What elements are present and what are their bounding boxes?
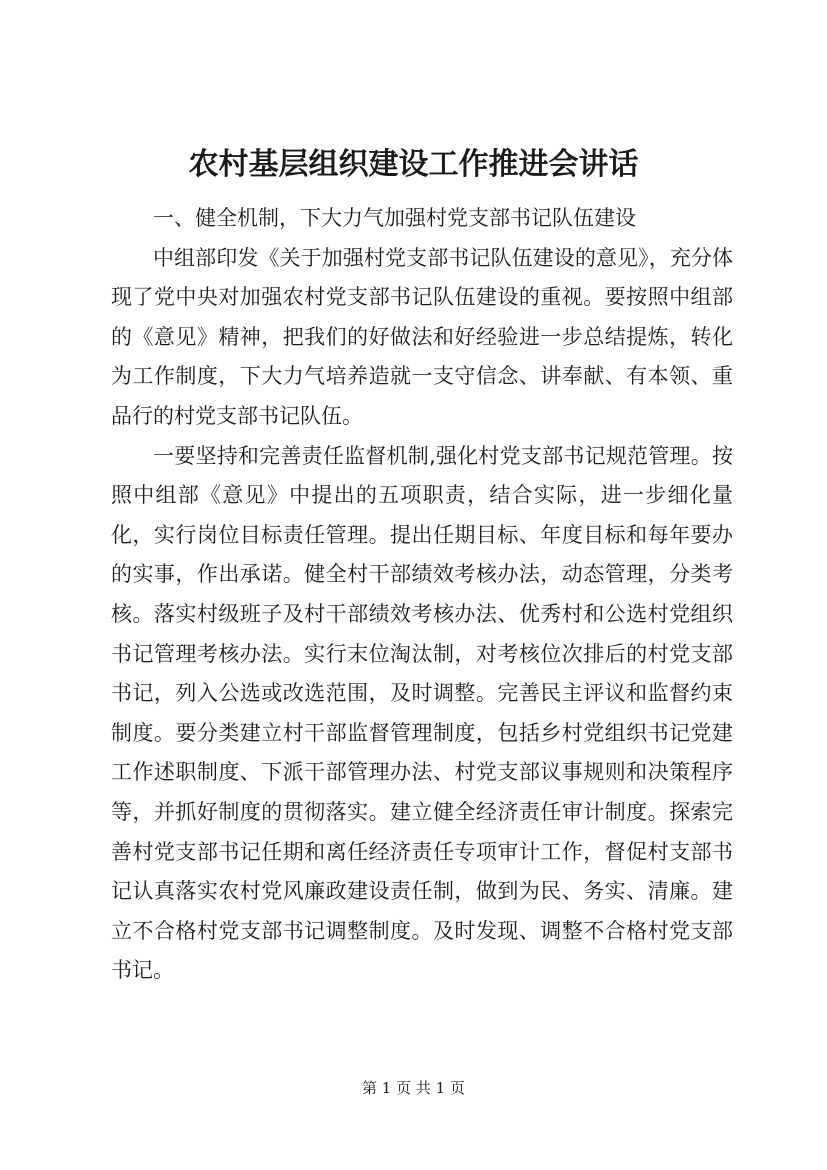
body-paragraph: 一要坚持和完善责任监督机制,强化村党支部书记规范管理。按照中组部《意见》中提出的五项职责，结合实际，进一步细化量化，实行岗位目标责任管理。提出任期目标、年度目标和每年要办的实事，作出承诺。健全村干部绩效考核办法，动态管理，分类考核。落实村级班子及村干部绩效考核办法、优秀村和公选村党组织书记管理考核办法。实行末位淘汰制，对考核位次排后的村党支部书记，列入公选或改选范围，及时调整。完善民主评议和监督约束制度。要分类建立村干部监督管理制度，包括乡村党组织书记党建工作述职制度、下派干部管理办法、村党支部议事规则和决策程序等，并抓好制度的贯彻落实。建立健全经济责任审计制度。探索完善村党支部书记任期和离任经济责任专项审计工作，督促村支部书记认真落实农村党风廉政建设责任制，做到为民、务实、清廉。建立不合格村党支部书记调整制度。及时发现、调整不合格村党支部书记。: [111, 443, 733, 983]
page-footer: 第 1 页 共 1 页: [362, 1079, 465, 1097]
section-heading: 一、健全机制，下大力气加强村党支部书记队伍建设: [153, 206, 636, 230]
document-title: 农村基层组织建设工作推进会讲话: [188, 147, 639, 182]
body-paragraph: 中组部印发《关于加强村党支部书记队伍建设的意见》，充分体现了党中央对加强农村党支部书记队伍建设的重视。要按照中组部的《意见》精神，把我们的好做法和好经验进一步总结提炼，转化为工作制度，下大力气培养造就一支守信念、讲奉献、有本领、重品行的村党支部书记队伍。: [111, 245, 733, 428]
document-body: [111, 199, 733, 991]
